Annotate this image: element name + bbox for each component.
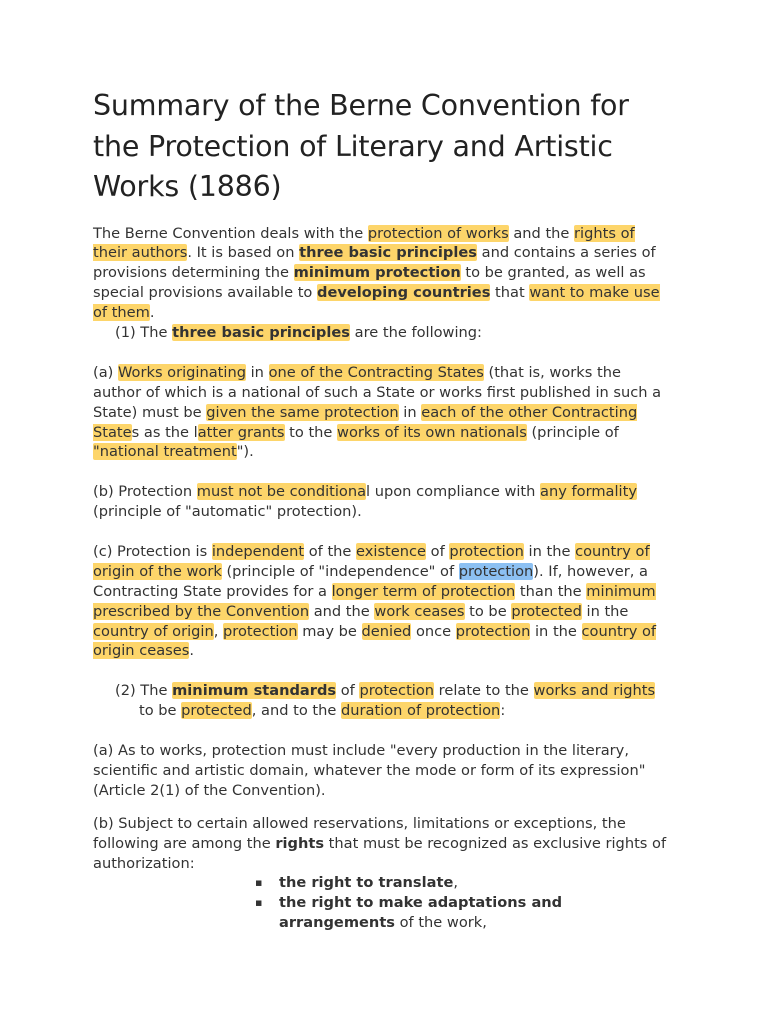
highlight: work ceases [374,602,465,620]
text: once [411,622,456,640]
text: (principle of "automatic" protection). [93,503,362,521]
highlight: country of origin ceases [93,622,657,660]
standard-a: (a) As to works, protection must include "every production in the literary, scientific and artistic domain, whatever the mode or form of its expression" (Article 2(1) of the Convention). [93,741,646,799]
text: may be [297,622,362,640]
highlight: existence [356,542,426,560]
list-item-bold: the right to translate [279,874,454,892]
text: (2) The [115,682,173,700]
minimum-standards-heading [115,681,672,721]
highlight-bold: three basic principles [299,244,477,262]
highlight: each of the other Contracting State [93,403,638,441]
text: (c) Protection is [93,542,212,560]
list-item [255,893,672,933]
text: are the following: [349,324,482,342]
list-item-text: , [453,874,458,892]
list-item [255,873,672,893]
text: and contains a series of provisions determining the [93,244,656,282]
text: to be granted, as well as special provisions available to [93,264,646,302]
text: in the [581,602,629,620]
highlight: rights of their authors [93,224,635,262]
standard-b [93,814,672,874]
principle-c [93,542,672,661]
text: than the [515,582,587,600]
text: The Berne Convention deals with the [93,224,368,242]
highlight: protection of works [367,224,509,242]
highlight: country of origin of the work [93,542,650,580]
text: of [336,682,360,700]
text: relate to the [434,682,534,700]
highlight-bold: three basic principles [172,324,350,342]
principles-heading [93,323,672,343]
text: (1) The [115,324,173,342]
text: (b) Subject to certain allowed reservations, limitations or exceptions, the following are among the [93,814,626,852]
text: l upon compliance with [366,483,541,501]
highlight: works of its own nationals [337,423,527,441]
highlight: protected [181,702,252,720]
text: (principle of "independence" of [221,562,459,580]
list-item-text: of the work, [394,914,487,932]
intro-paragraph [93,224,672,324]
text: (principle of [526,423,619,441]
text: , [213,622,223,640]
highlight: independent [211,542,305,560]
text: to the [284,423,338,441]
rights-list [93,873,672,933]
highlight: country of origin [93,622,214,640]
highlight: protection [455,622,531,640]
highlight: "national treatment [93,443,237,461]
highlight: given the same protection [206,403,399,421]
highlight: one of the Contracting States [268,363,484,381]
bold-text: rights [275,834,325,852]
text: "). [236,443,254,461]
text: in the [523,542,576,560]
text: ). If, however, a Contracting State provides for a [93,562,648,600]
highlight: denied [361,622,412,640]
highlight: works and rights [533,682,656,700]
text: : [500,702,506,720]
highlight: duration of protection [341,702,501,720]
text: to be [139,702,182,720]
text: to be [464,602,512,620]
text: . [149,304,155,322]
text: (that is, works the author of which is a national of such a State or works first published in such a State) must be [93,363,662,421]
text: of the [304,542,357,560]
highlight: protected [511,602,582,620]
principle-a [93,363,672,463]
highlight: longer term of protection [331,582,516,600]
text: . It is based on [187,244,300,262]
highlight: protection [449,542,524,560]
text: and the [309,602,375,620]
text: and the [508,224,575,242]
highlight: must not be conditiona [196,483,367,501]
text: in [398,403,422,421]
highlight-bold: minimum standards [172,682,337,700]
text: that [490,284,530,302]
highlight: Works originating [117,363,246,381]
selected-highlight: protection [458,562,534,580]
document-title: Summary of the Berne Convention for the Protection of Literary and Artistic Works (1886) [93,89,629,203]
text: . [189,642,194,660]
highlight: minimum prescribed by the Convention [93,582,656,620]
text: in [245,363,269,381]
highlight: want to make use of them [93,284,660,322]
principle-b [93,482,672,522]
highlight: protection [223,622,298,640]
text: s as the l [131,423,198,441]
text: (a) [93,363,118,381]
text: that must be recognized as exclusive rights of authorization: [93,834,667,872]
text: , and to the [251,702,341,720]
list-item-bold: the right to make adaptations and arrangements [279,894,563,932]
text: of [426,542,450,560]
highlight: any formality [540,483,637,501]
highlight-bold: developing countries [317,284,491,302]
highlight: protection [359,682,435,700]
highlight: atter grants [197,423,285,441]
text: (b) Protection [93,483,197,501]
highlight-bold: minimum protection [293,264,461,282]
text: in the [530,622,582,640]
